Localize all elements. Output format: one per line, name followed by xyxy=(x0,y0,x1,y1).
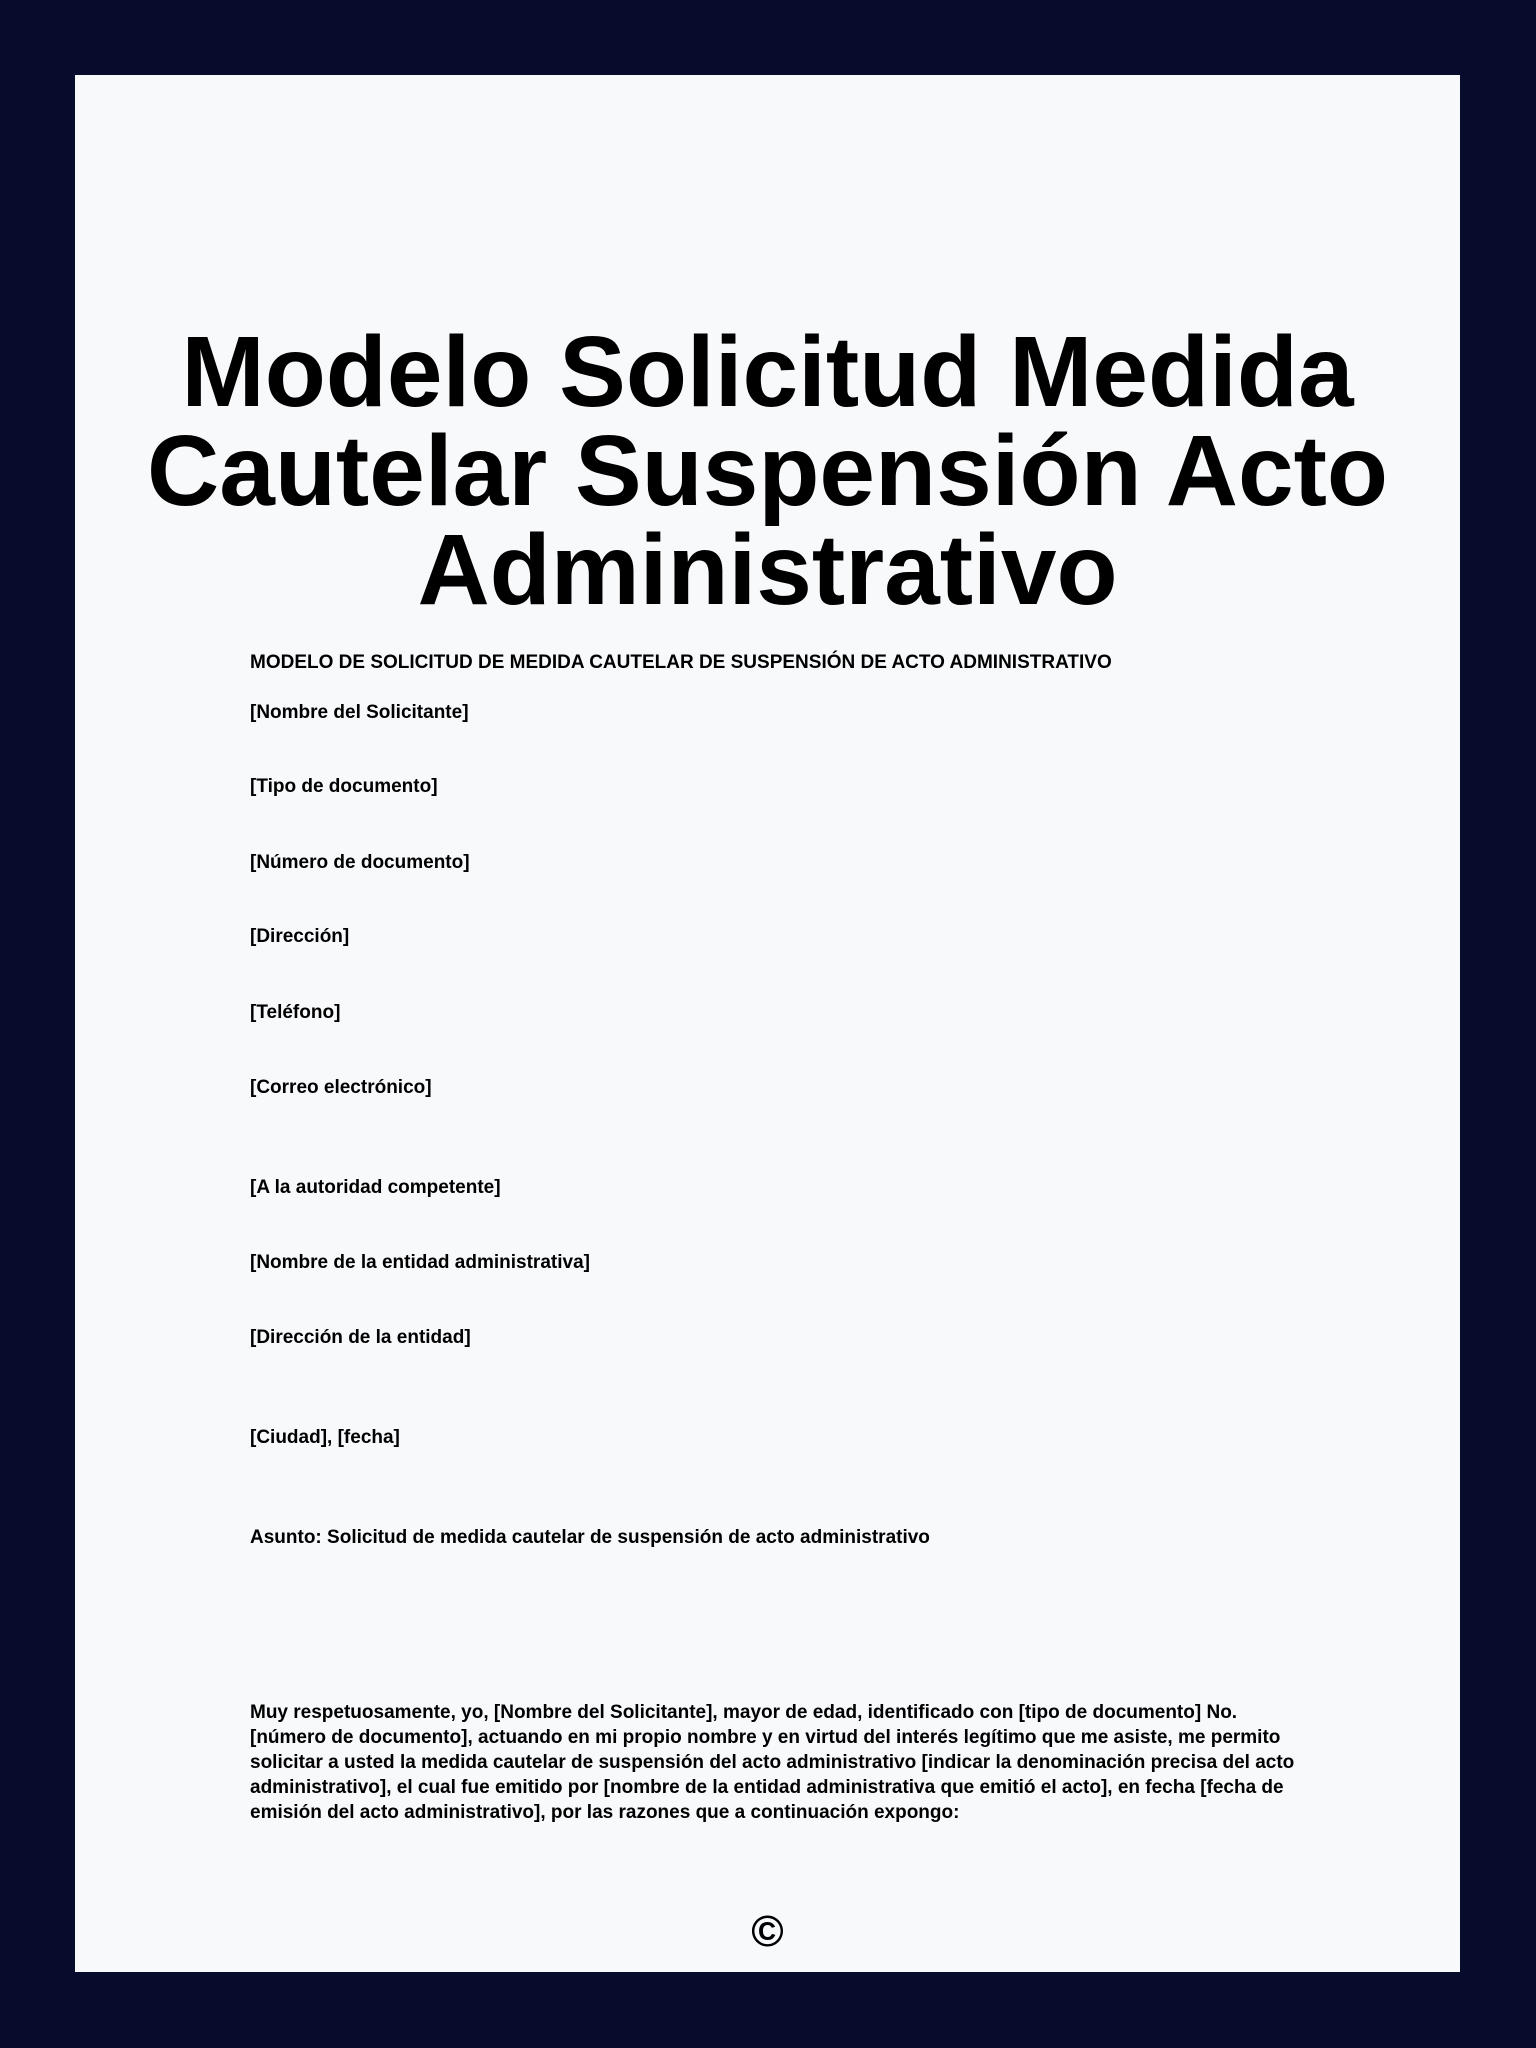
field-applicant-name: [Nombre del Solicitante] xyxy=(250,702,469,723)
city-date: [Ciudad], [fecha] xyxy=(250,1427,400,1448)
field-entity-name: [Nombre de la entidad administrativa] xyxy=(250,1252,590,1273)
field-document-type: [Tipo de documento] xyxy=(250,776,438,797)
document-title: Modelo Solicitud Medida Cautelar Suspensión Acto Administrativo xyxy=(147,316,1388,626)
field-document-number: [Número de documento] xyxy=(250,852,470,873)
field-authority: [A la autoridad competente] xyxy=(250,1177,501,1198)
subject-line: Asunto: Solicitud de medida cautelar de suspensión de acto administrativo xyxy=(250,1527,930,1548)
document-heading: MODELO DE SOLICITUD DE MEDIDA CAUTELAR DE SUSPENSIÓN DE ACTO ADMINISTRATIVO xyxy=(250,652,1112,673)
copyright-icon: © xyxy=(751,1907,784,1956)
field-phone: [Teléfono] xyxy=(250,1002,341,1023)
field-entity-address: [Dirección de la entidad] xyxy=(250,1327,471,1348)
body-paragraph: Muy respetuosamente, yo, [Nombre del Solicitante], mayor de edad, identificado con [tipo de documento] No. [número de documento], actuando en mi propio nombre y en virtud del interés legítimo que me asiste, me permito solicitar a usted la medida cautelar de suspensión del acto administrativo [indicar la denominación precisa del acto administrativo], el cual fue emitido por [nombre de la entidad administrativa que emitió el acto], en fecha [fecha de emisión del acto administrativo], por las razones que a continuación expongo: xyxy=(250,1702,1295,1823)
field-email: [Correo electrónico] xyxy=(250,1077,432,1098)
document-page xyxy=(75,75,1460,1972)
field-address: [Dirección] xyxy=(250,926,350,947)
